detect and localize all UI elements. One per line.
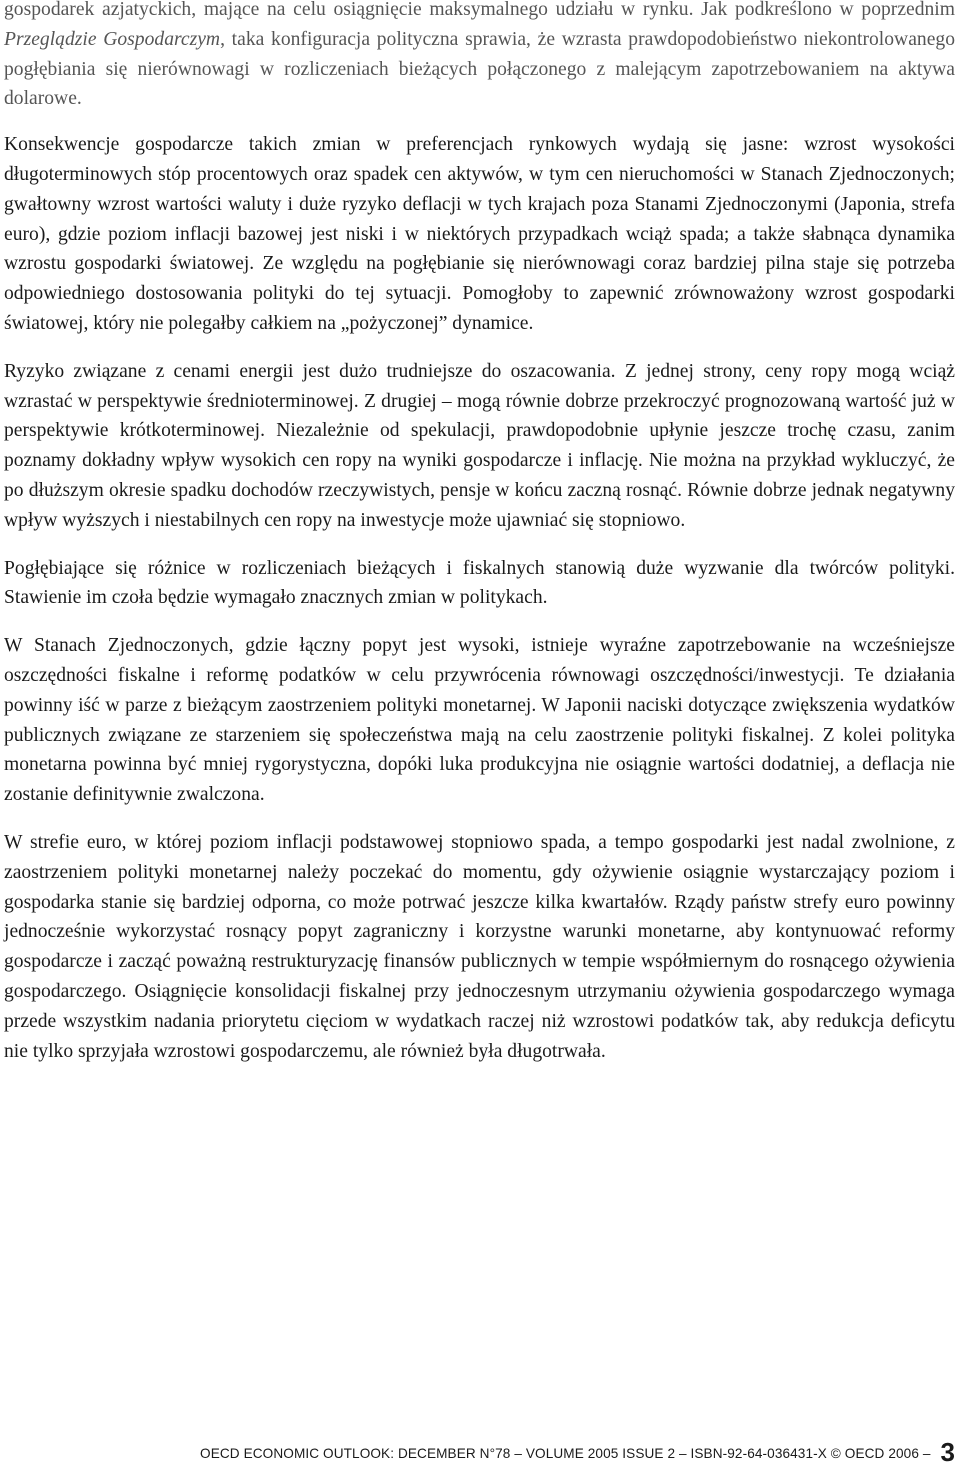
lead-text-start: gospodarek azjatyckich, mające na celu osiągnięcie maksymalnego udziału w rynku. Jak podkreślono w poprzednim — [4, 0, 955, 20]
lead-italic-title: Przeglądzie Gospodarczym — [4, 28, 221, 50]
footer-running-text: OECD ECONOMIC OUTLOOK: DECEMBER N°78 – VOLUME 2005 ISSUE 2 – ISBN-92-64-036431-X © OECD 2006 – — [200, 1446, 931, 1461]
lead-paragraph — [4, 0, 955, 114]
page-footer — [0, 1437, 955, 1467]
paragraph-euro-area: W strefie euro, w której poziom inflacji podstawowej stopniowo spada, a tempo gospodarki jest nadal zwolnione, z zaostrzeniem polityki monetarnej należy poczekać do momentu, gdy ożywienie osiągnie wystarczający poziom i gospodarka stanie się bardziej odporna, co może potrwać jeszcze kilka kwartałów. Rządy państw strefy euro powinny jednocześnie wykorzystać rosnący popyt zagraniczny i korzystne warunki monetarne, aby kontynuować reformy gospodarcze i zacząć poważną restrukturyzację finansów publicznych w tempie współmiernym do rosnącego ożywienia gospodarczego. Osiągnięcie konsolidacji fiskalnej przy jednoczesnym utrzymaniu ożywienia gospodarczego wymaga przede wszystkim nadania priorytetu cięciom w wydatkach raczej niż wzrostowi podatków tak, aby redukcja deficytu nie tylko sprzyjała wzrostowi gospodarczemu, ale również była długotrwała. — [4, 831, 955, 1062]
paragraph-us-japan: W Stanach Zjednoczonych, gdzie łączny popyt jest wysoki, istnieje wyraźne zapotrzebowanie na wcześniejsze oszczędności fiskalne i reformę podatków w celu przywrócenia równowagi oszczędności/inwestycji. Te działania powinny iść w parze z bieżącym zaostrzeniem polityki monetarnej. W Japonii naciski dotyczące zwiększenia wydatków publicznych związane ze starzeniem się społeczeństwa mają na celu zaostrzenie polityki fiskalnej. Z kolei polityka monetarna powinna być mniej rygorystyczna, dopóki luka produkcyjna nie osiągnie wartości dodatniej, a deflacja nie zostanie definitywnie zwalczona. — [4, 635, 955, 806]
page-number: 3 — [940, 1437, 955, 1467]
paragraph-policy-challenge: Pogłębiające się różnice w rozliczeniach bieżących i fiskalnych stanowią duże wyzwanie dla twórców polityki. Stawienie im czoła będzie wymagało znacznych zmian w politykach. — [4, 557, 955, 609]
paragraph-energy-risk: Ryzyko związane z cenami energii jest dużo trudniejsze do oszacowania. Z jednej strony, ceny ropy mogą wciąż wzrastać w perspektywie średnioterminowej. Z drugiej – mogą równie dobrze przekroczyć prognozowaną wartość już w perspektywie krótkoterminowej. Niezależnie od spekulacji, prawdopodobnie upłynie jeszcze trochę czasu, zanim poznamy dokładny wpływ wysokich cen ropy na wyniki gospodarcze i inflację. Nie można na przykład wykluczyć, że po dłuższym okresie spadku dochodów rzeczywistych, pensje w końcu zaczną rosnąć. Równie dobrze jednak negatywny wpływ wyższych i niestabilnych cen ropy na inwestycje może ujawniać się stopniowo. — [4, 360, 955, 531]
paragraph-consequences: Konsekwencje gospodarcze takich zmian w preferencjach rynkowych wydają się jasne: wzrost wysokości długoterminowych stóp procentowych oraz spadek cen aktywów, w tym cen nieruchomości w Stanach Zjednoczonych; gwałtowny wzrost wartości waluty i duże ryzyko deflacji w tych krajach poza Stanami Zjednoczonymi (Japonia, strefa euro), gdzie poziom inflacji bazowej jest niski i w niektórych przypadkach wciąż spada; a także słabnąca dynamika wzrostu gospodarki światowej. Ze względu na pogłębianie się nierównowagi coraz bardziej pilna staje się potrzeba odpowiedniego dostosowania polityki do tej sytuacji. Pomogłoby to zapewnić zrównoważony wzrost gospodarki światowej, który nie polegałby całkiem na „pożyczonej” dynamice. — [4, 134, 955, 334]
lead-text-end: , taka konfiguracja polityczna sprawia, że wzrasta prawdopodobieństwo niekontrolowanego pogłębiania się nierównowagi w rozliczeniach bieżących połączonego z malejącym zapotrzebowaniem na aktywa dolarowe. — [4, 28, 955, 110]
